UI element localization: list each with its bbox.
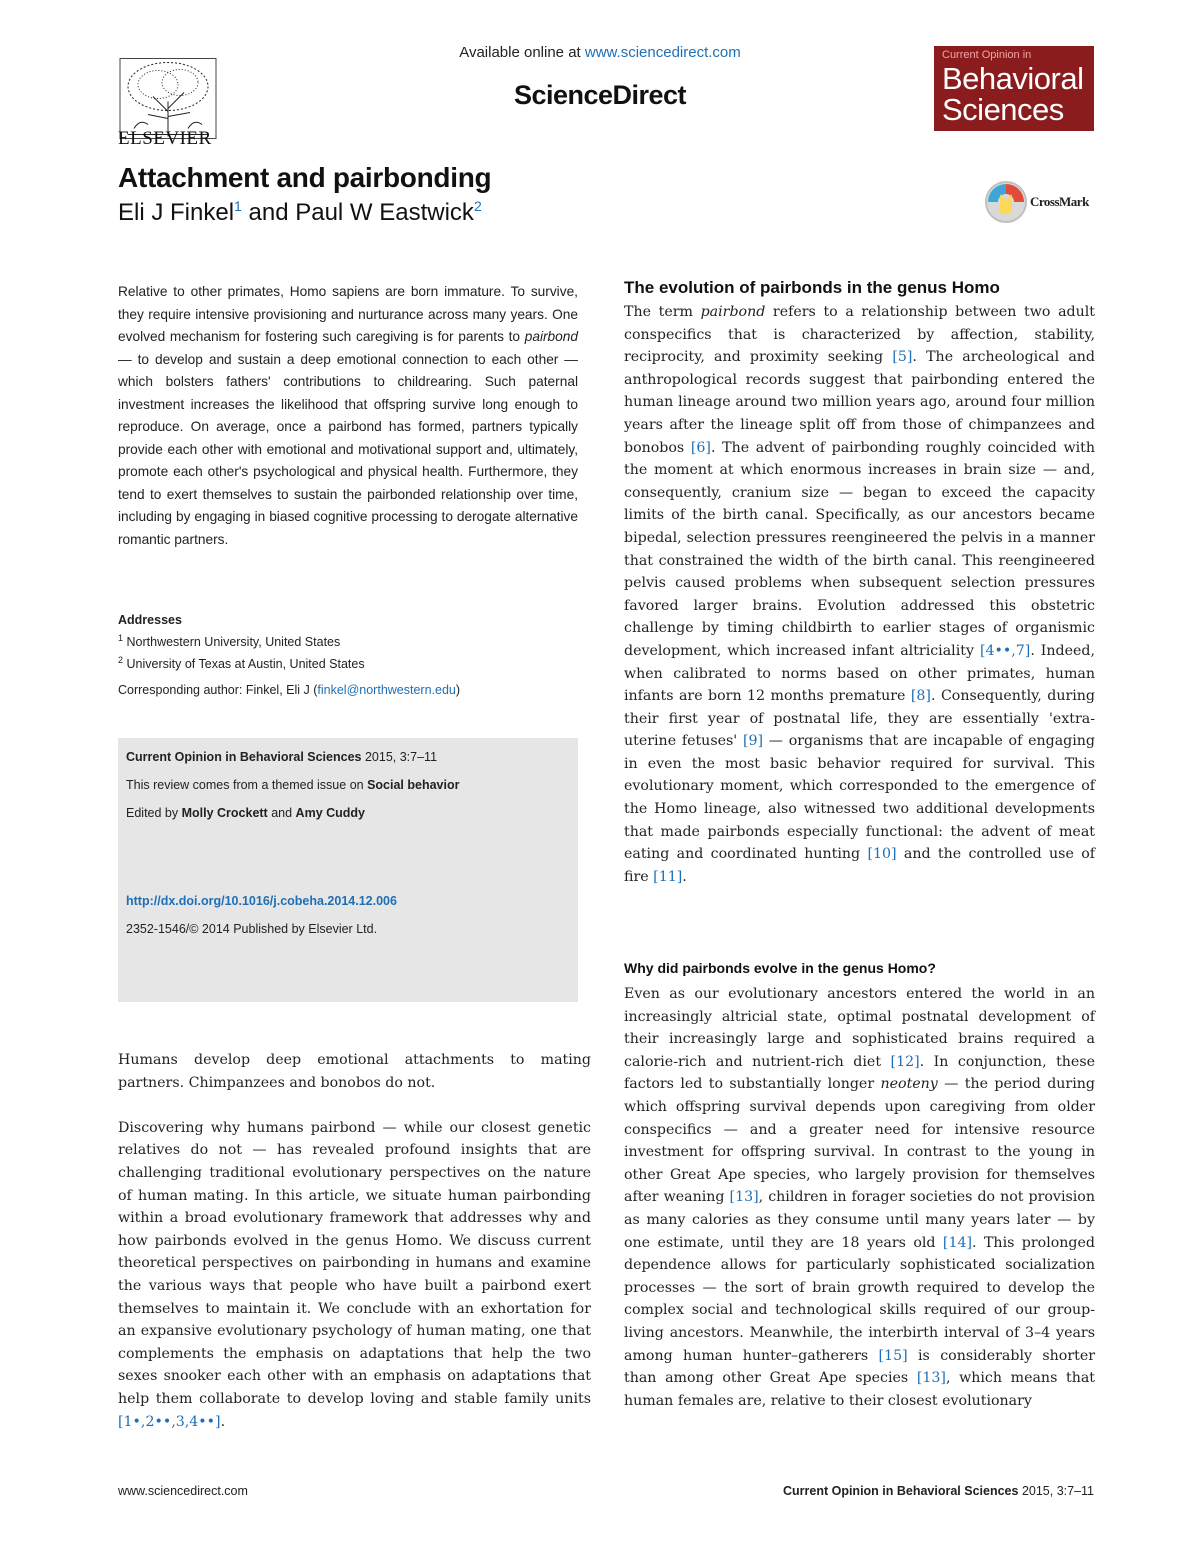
author-line [118,198,482,227]
infobox-editor-1: Molly Crockett [181,806,268,820]
infobox-editors [126,806,365,820]
infobox-citation [126,750,437,764]
infobox-journal: Current Opinion in Behavioral Sciences [126,750,362,764]
text-run: — organisms that are incapable of engaging in even the most basic behavior required for survival. This evolutionary moment, which corresponded to the emergence of the Homo lineage, also witnessed two additional developments that made pairbonds especially functional: the advent of meat eating and coordinated hunting [624,733,1095,863]
intro-paragraph-2 [118,1117,591,1433]
citation-link[interactable]: [14] [942,1234,973,1251]
section-heading: The evolution of pairbonds in the genus Homo [624,278,1000,297]
infobox-edited-prefix: Edited by [126,806,182,820]
intro-p2-end: . [220,1413,226,1430]
footer-site[interactable]: www.sciencedirect.com [118,1484,248,1498]
footer-volume: 2015, 3:7–11 [1018,1484,1094,1498]
infobox-theme-name: Social behavior [367,778,460,792]
address-text: University of Texas at Austin, United States [126,657,365,672]
citation-link[interactable]: [8] [910,688,931,705]
citation-link[interactable]: [13] [729,1189,759,1206]
sciencedirect-link[interactable]: www.sciencedirect.com [584,44,741,61]
intro-body [118,1049,591,1456]
corr-email-link[interactable]: finkel@northwestern.edu [317,683,456,697]
author-1-affiliation[interactable]: 1 [234,198,242,214]
intro-p2-text: Discovering why humans pairbond — while our closest genetic relatives do not — has revealed profound insights that are challenging traditional evolutionary perspectives on the nature of human mating. In this article, we situate human pairbonding within a broad evolutionary framework that addresses why and how pairbonds evolved in the genus Homo. We discuss current theoretical perspectives on pairbonding in humans and examine the various ways that people who have built a pairbond exert themselves to maintain it. We conclude with an exhortation for an expansive evolutionary psychology of human mating, one that complements the emphasis on adaptations that help the two sexes snooker each other with an emphasis on adaptations that help them collaborate to develop loving and stable family units [118,1119,591,1407]
infobox-editor-2: Amy Cuddy [295,806,365,820]
author-and: and [241,199,296,226]
crossmark-icon [984,180,1028,224]
infobox-theme-prefix: This review comes from a themed issue on [126,778,368,792]
infobox-doi [126,894,397,908]
text-run: . This prolonged dependence allows for particularly sophisticated socialization processes — the sort of brain growth required to develop the complex social and technological skills required of our group-living ancestors. Meanwhile, the interbirth interval of 3–4 years among human hunter–gatherers [624,1234,1095,1364]
address-num: 2 [118,655,124,666]
footer-citation [783,1484,1094,1498]
address-item [118,629,578,651]
journal-logo-line1: Behavioral [942,61,1084,96]
corresponding-author [118,683,578,697]
subsection-heading: Why did pairbonds evolve in the genus Homo? [624,960,936,976]
text-run: . The archeological and anthropological records suggest that pairbonding entered the human lineage around two million years ago, around four million years after the lineage split off from those of chimpanzees and bonobos [624,349,1095,456]
abstract-part-1: Relative to other primates, Homo sapiens are born immature. To survive, they require intensive provisioning and nurturance across many years. One evolved mechanism for fostering such caregiving is for parents to [118,284,578,344]
emphasis: pairbond [700,304,766,320]
citation-link[interactable]: [11] [653,868,683,885]
sciencedirect-logo: ScienceDirect [513,80,687,110]
abstract [118,281,578,551]
elsevier-wordmark: ELSEVIER [118,128,212,149]
footer-journal: Current Opinion in Behavioral Sciences [782,1484,1019,1498]
intro-p2-refs[interactable]: [1•,2••,3,4••] [118,1413,221,1430]
text-run: The term [624,304,701,320]
corr-prefix: Corresponding author: Finkel, Eli J ( [118,683,318,697]
text-run: , children in forager societies do not provision as many calories as they consume until many years later — by one estimate, until they are 18 years old [624,1189,1095,1251]
text-run: . Indeed, when calibrated to norms based on other primates, human infants are born 12 months premature [624,642,1095,705]
text-run: . The advent of pairbonding roughly coincided with the moment at which enormous increases in brain size — and, consequently, cranium size — began to exceed the capacity limits of the birth canal. Specifically, as our ancestors became bipedal, selection pressures reengineered the pelvis in a manner that constrained the width of the birth canal. This reengineered pelvis caused problems when subsequent selection pressures favored larger brains. Evolution addressed this obstetric challenge by timing childbirth to earlier stages of organismic development, which increased infant altriciality [624,439,1096,659]
emphasis: neoteny [880,1076,938,1093]
text-run: Even as our evolutionary ancestors entered the world in an increasingly altricial state, optimal postnatal development of their increasingly large and sophisticated brains required a calorie-rich and nutrient-rich diet [624,986,1095,1070]
text-run: . In conjunction, these factors led to substantially longer [624,1053,1095,1093]
infobox-theme [126,778,459,792]
journal-logo-title [942,63,1083,125]
article-info-box [118,738,578,1002]
text-run: is considerably shorter than among other Great Ape species [624,1347,1095,1387]
citation-link[interactable]: [10] [867,846,897,863]
crossmark-label: CrossMark [1030,194,1089,209]
address-num: 1 [118,633,124,643]
crossmark-badge[interactable] [984,180,1099,224]
citation-link[interactable]: [5] [892,349,913,366]
author-2: Paul W Eastwick [295,199,474,226]
journal-logo-box [934,46,1094,131]
addresses-heading: Addresses [118,613,182,627]
abstract-part-2: — to develop and sustain a deep emotional connection to each other — which bolsters fathers' contributions to childrearing. Such paternal investment increases the likelihood that offspring survive long enough to reproduce. On average, once a pairbond has formed, partners typically provide each other with emotional and motivational support and, ultimately, promote each other's psychological and physical health. Furthermore, they tend to exert themselves to sustain the pairbonded relationship over time, including by engaging in biased cognitive processing to derogate alternative romantic partners. [118,351,578,547]
section-paragraph-1 [624,301,1095,888]
citation-link[interactable]: [15] [878,1347,908,1364]
text-run: and the controlled use of fire [624,846,1095,885]
infobox-editor-and: and [267,806,296,820]
text-run: , which means that human females are, relative to their closest evolutionary [624,1370,1095,1409]
citation-link[interactable]: [6] [690,439,711,456]
infobox-volume: 2015, 3:7–11 [361,750,438,764]
citation-link[interactable]: [4••,7] [979,642,1031,659]
text-run: — the period during which offspring survival depends upon caregiving from older conspecifics — and a greater need for intensive resource investment for offspring survival. In contrast to the young in other Great Ape species, who largely provision for themselves after weaning [624,1076,1095,1206]
text-run: . Consequently, during their first year of postnatal life, they are essentially 'extra-uterine fetuses' [624,688,1095,750]
corr-suffix: ) [455,683,461,697]
text-run: refers to a relationship between two adult conspecifics that is characterized by affection, stability, reciprocity, and proximity seeking [624,304,1095,366]
author-1: Eli J Finkel [118,199,235,226]
article-title: Attachment and pairbonding [118,162,492,193]
journal-logo-small: Current Opinion in [942,49,1032,61]
doi-link[interactable]: http://dx.doi.org/10.1016/j.cobeha.2014.12.006 [126,894,397,908]
addresses-block [118,611,578,673]
available-prefix: Available online at [459,44,585,61]
text-run: . [682,868,687,885]
infobox-copyright: 2352-1546/© 2014 Published by Elsevier Ltd. [126,922,378,936]
intro-paragraph-1: Humans develop deep emotional attachments to mating partners. Chimpanzees and bonobos do not. [118,1052,591,1091]
address-item [118,651,578,673]
citation-link[interactable]: [12] [890,1053,920,1070]
citation-link[interactable]: [9] [742,733,764,750]
author-2-affiliation[interactable]: 2 [473,198,482,214]
abstract-emphasis: pairbond [524,329,578,344]
citation-link[interactable]: [13] [916,1370,946,1387]
journal-logo-line2: Sciences [942,92,1064,127]
section-paragraph-2 [624,983,1095,1412]
address-text: Northwestern University, United States [126,635,341,650]
